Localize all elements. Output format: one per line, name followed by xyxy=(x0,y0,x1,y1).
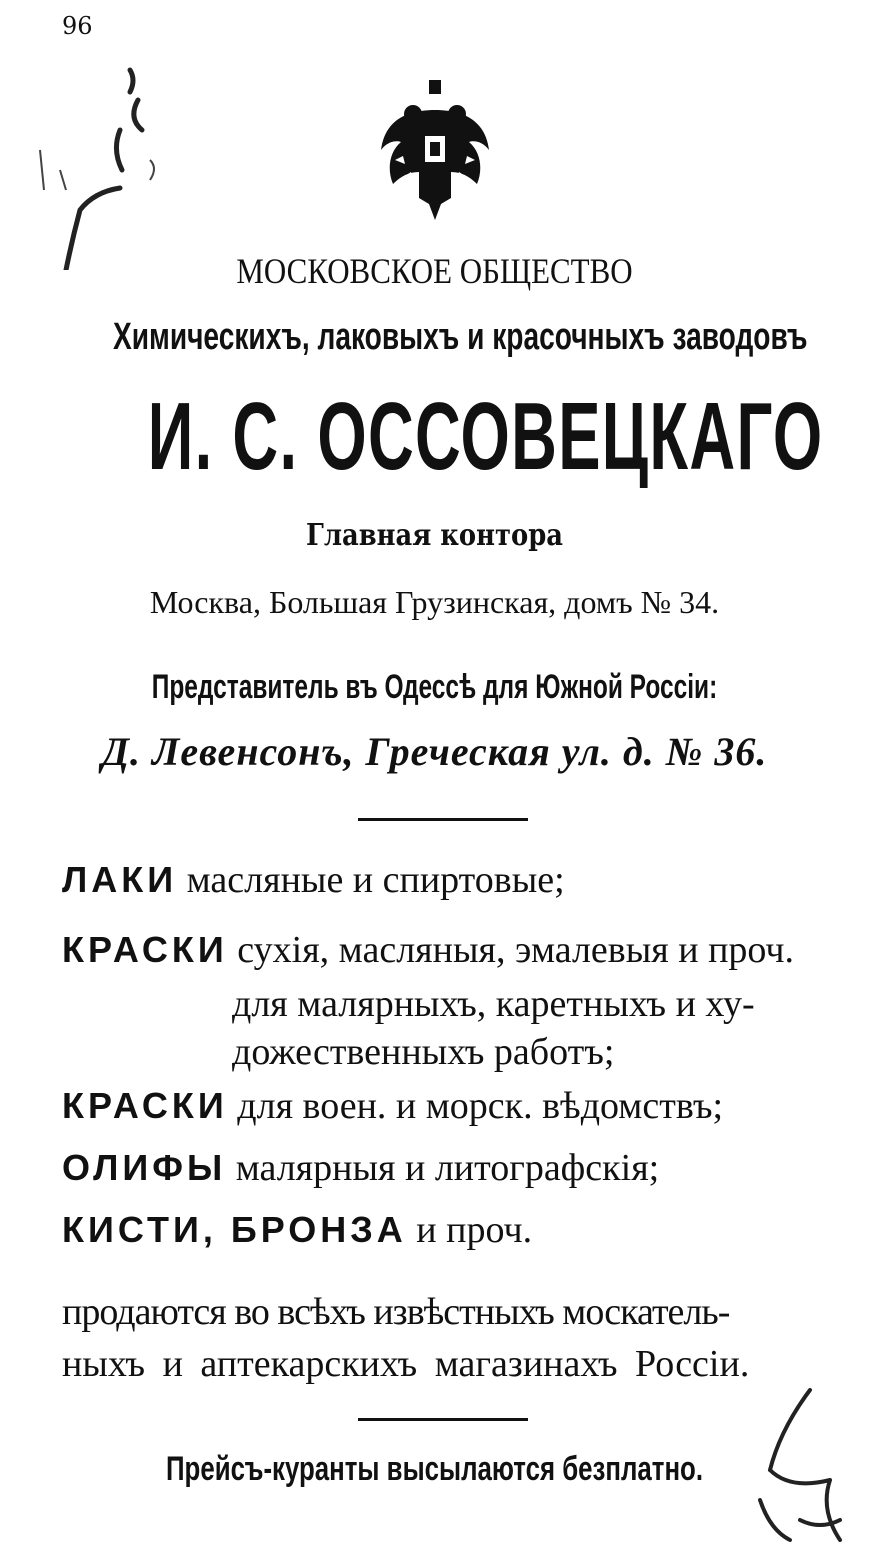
product-item xyxy=(62,858,565,902)
product-description-continued: дожественныхъ работъ; xyxy=(232,1031,615,1073)
page-number: 96 xyxy=(62,12,93,40)
product-item xyxy=(62,1146,659,1190)
product-description: малярныя и литографскія; xyxy=(235,1147,660,1189)
office-address: Москва, Большая Грузинская, домъ № 34. xyxy=(149,584,720,620)
product-name: ЛАКИ xyxy=(62,859,178,900)
office-label: Главная контора xyxy=(306,518,563,553)
product-description: для воен. и морск. вѣдомствъ; xyxy=(237,1085,724,1127)
divider xyxy=(358,818,528,821)
product-description: масляные и спиртовые; xyxy=(186,859,565,901)
product-description: сухія, масляныя, эмалевыя и проч. xyxy=(237,929,795,971)
product-item xyxy=(62,928,794,972)
product-name: ОЛИФЫ xyxy=(62,1147,227,1188)
product-description: и проч. xyxy=(416,1209,533,1251)
product-item xyxy=(62,1208,532,1252)
product-item xyxy=(62,1084,723,1128)
product-description-continued: для малярныхъ, каретныхъ и ху- xyxy=(232,983,755,1025)
representative-name: Д. Левенсонъ, Греческая ул. д. № 36. xyxy=(101,729,768,774)
product-name: КРАСКИ xyxy=(62,1085,228,1126)
product-name: КИСТИ, БРОНЗА xyxy=(62,1209,407,1250)
double-headed-eagle-icon xyxy=(375,80,495,220)
representative-label: Представитель въ Одессѣ для Южной Россіи: xyxy=(151,668,718,706)
sales-text-line: ныхъ и аптекарскихъ магазинахъ Россіи. xyxy=(62,1343,750,1385)
owner-name: И. С. ОССОВЕЦКАГО xyxy=(147,383,824,490)
handwritten-mark-top-left xyxy=(20,60,170,270)
factories-line: Химическихъ, лаковыхъ и красочныхъ заводовъ xyxy=(112,316,808,358)
product-name: КРАСКИ xyxy=(62,929,228,970)
divider xyxy=(358,1418,528,1421)
society-title: МОСКОВСКОЕ ОБЩЕСТВО xyxy=(236,251,633,291)
sales-text-line: продаются во всѣхъ извѣстныхъ москатель- xyxy=(62,1291,730,1333)
price-list-note: Прейсъ-куранты высылаются безплатно. xyxy=(165,1450,704,1488)
